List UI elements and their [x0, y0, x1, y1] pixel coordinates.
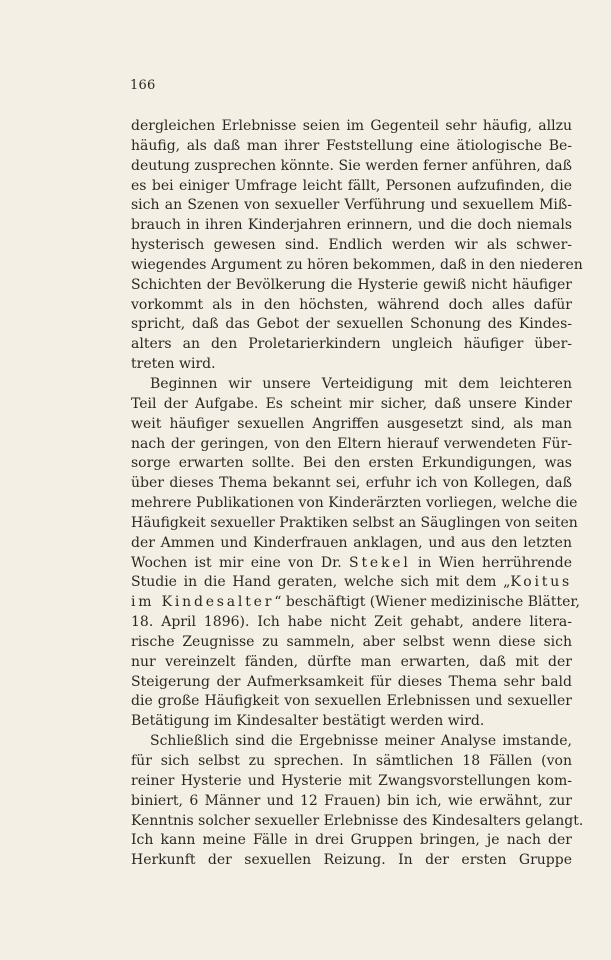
text-line	[131, 296, 572, 316]
text-line	[131, 117, 572, 137]
spaced-emphasis: Stekel	[349, 554, 411, 571]
text-line	[131, 851, 572, 871]
text-segment: Wochen ist mir eine von Dr.	[131, 554, 350, 571]
text-line	[131, 335, 572, 355]
text-segment: sich an Szenen von sexueller Verführung und sexuellem Miß-	[131, 197, 572, 214]
text-line	[131, 692, 572, 712]
text-line	[131, 454, 572, 474]
text-line	[131, 653, 572, 673]
text-segment: Häufigkeit sexueller Praktiken selbst an Säuglingen von seiten	[131, 514, 578, 531]
text-line	[131, 792, 572, 812]
text-line	[131, 554, 572, 574]
text-segment: treten wird.	[131, 356, 216, 373]
spaced-emphasis: im Kindesalter	[131, 594, 275, 611]
text-line	[131, 673, 572, 693]
text-segment: biniert, 6 Männer und 12 Frauen) bin ich, wie erwähnt, zur	[131, 792, 572, 809]
text-segment: häufig, als daß man ihrer Feststellung eine ätiologische Be-	[131, 137, 572, 154]
spaced-emphasis: Koitus	[510, 574, 572, 591]
text-line	[131, 732, 572, 752]
text-segment: nur vereinzelt fänden, dürfte man erwarten, daß mit der	[131, 653, 572, 670]
text-line	[131, 276, 572, 296]
text-segment: Steigerung der Aufmerksamkeit für dieses Thema sehr bald	[131, 673, 572, 690]
text-segment: es bei einiger Umfrage leicht fällt, Personen aufzufinden, die	[131, 177, 572, 194]
text-line	[131, 633, 572, 653]
text-line	[131, 474, 572, 494]
text-segment: Studie in die Hand geraten, welche sich mit dem „	[131, 574, 511, 591]
text-line	[131, 752, 572, 772]
text-segment: wiegendes Argument zu hören bekommen, daß in den niederen	[131, 256, 583, 273]
text-segment: mehrere Publikationen von Kinderärzten vorliegen, welche die	[131, 495, 578, 512]
text-line	[131, 514, 578, 534]
text-line	[131, 613, 572, 633]
text-segment: weit häufiger sexuellen Angriffen ausgesetzt sind, als man	[131, 415, 572, 432]
text-segment: nach der geringen, von den Eltern hierauf verwendeten Für-	[131, 435, 572, 452]
text-line	[131, 216, 572, 236]
text-segment: rische Zeugnisse zu sammeln, aber selbst wenn diese sich	[131, 633, 572, 650]
text-segment: der Ammen und Kinderfrauen anklagen, und aus den letzten	[131, 534, 572, 551]
text-segment: Beginnen wir unsere Verteidigung mit dem leichteren	[150, 375, 572, 392]
text-line	[131, 375, 572, 395]
text-line	[131, 494, 578, 514]
text-line	[131, 137, 572, 157]
text-segment: alters an den Proletarierkindern ungleich häufiger über-	[131, 336, 572, 353]
text-segment: die große Häufigkeit von sexuellen Erlebnissen und sexueller	[131, 693, 572, 710]
text-line	[131, 573, 572, 593]
text-segment: Teil der Aufgabe. Es scheint mir sicher, daß unsere Kinder	[131, 395, 572, 412]
text-segment: Kenntnis solcher sexueller Erlebnisse des Kindesalters gelangt.	[131, 812, 584, 829]
text-line	[131, 435, 572, 455]
text-segment: reiner Hysterie und Hysterie mit Zwangsvorstellungen kom-	[131, 772, 572, 789]
text-segment: Ich kann meine Fälle in drei Gruppen bringen, je nach der	[131, 832, 572, 849]
text-line	[131, 812, 584, 832]
text-segment: hysterisch gewesen sind. Endlich werden wir als schwer-	[131, 237, 572, 254]
text-segment: über dieses Thema bekannt sei, erfuhr ich von Kollegen, daß	[131, 475, 572, 492]
text-segment: vorkommt als in den höchsten, während doch alles dafür	[131, 296, 572, 313]
text-segment: sorge erwarten sollte. Bei den ersten Erkundigungen, was	[131, 455, 572, 472]
text-line	[131, 196, 572, 216]
text-segment: für sich selbst zu sprechen. In sämtlichen 18 Fällen (von	[131, 753, 572, 769]
text-line	[131, 415, 572, 435]
text-line	[131, 534, 572, 554]
text-line	[131, 355, 572, 375]
text-segment: 18. April 1896). Ich habe nicht Zeit gehabt, andere litera-	[131, 614, 572, 631]
text-segment: Schichten der Bevölkerung die Hysterie gewiß nicht häufiger	[131, 276, 572, 293]
text-line	[131, 831, 572, 851]
text-line	[131, 315, 572, 335]
text-segment: Betätigung im Kindesalter bestätigt werden wird.	[131, 713, 485, 730]
text-line	[131, 772, 572, 792]
text-segment: “ beschäftigt (Wiener medizinische Blätter,	[274, 594, 580, 611]
text-line	[131, 236, 572, 256]
text-segment: deutung zusprechen könnte. Sie werden ferner anführen, daß	[131, 157, 572, 174]
body-text	[131, 117, 584, 871]
text-segment: brauch in ihren Kinderjahren erinnern, und die doch niemals	[131, 217, 572, 234]
text-line	[131, 593, 580, 613]
text-line	[131, 177, 572, 197]
text-line	[131, 712, 572, 732]
text-line	[131, 157, 572, 177]
text-segment: Herkunft der sexuellen Reizung. In der ersten Gruppe	[131, 852, 572, 869]
text-segment: Schließlich sind die Ergebnisse meiner Analyse imstande,	[150, 733, 572, 750]
text-segment: dergleichen Erlebnisse seien im Gegenteil sehr häufig, allzu	[131, 118, 572, 134]
text-line	[131, 256, 583, 276]
page-number: 166	[130, 78, 156, 93]
text-segment: spricht, daß das Gebot der sexuellen Schonung des Kindes-	[131, 316, 572, 333]
text-segment: in Wien herrührende	[410, 554, 572, 571]
text-line	[131, 395, 572, 415]
